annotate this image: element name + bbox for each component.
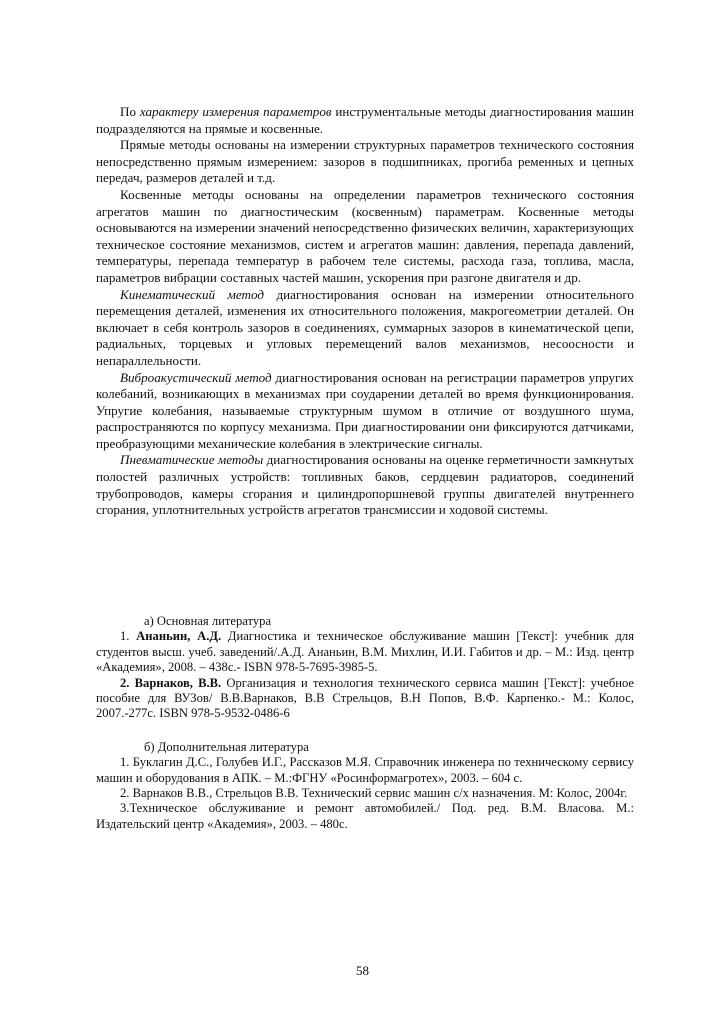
extra-literature-heading: б) Дополнительная литература (144, 739, 309, 754)
paragraph-4 (96, 287, 634, 370)
term-prefix: По (120, 104, 140, 119)
extra-ref-1: 1. Буклагин Д.С., Голубев И.Г., Рассказов М.Я. Справочник инженера по техническому сервису машин и оборудования в АПК. – М.:ФГНУ «Росинформагротех», 2003. – 604 с. (96, 755, 634, 785)
paragraph-5-text: диагностирования основан на регистрации параметров упругих колебаний, возникающих в механизмах при соударении деталей во время функционирования. Упругие колебания, называемые структурным шумом в отличие от воздушного шума, распространяются по корпусу механизма. При диагностировании они фиксируются датчиками, преобразующими механические колебания в электрические сигналы. (96, 369, 634, 451)
ref-number: 2. (120, 675, 135, 690)
main-ref-2 (96, 676, 634, 722)
extra-ref-3: 3.Техническое обслуживание и ремонт автомобилей./ Под. ред. В.М. Власова. М.: Издательский центр «Академия», 2003. – 480с. (96, 801, 634, 831)
paragraph-2: Прямые методы основаны на измерении структурных параметров технического состояния непосредственно прямым измерением: зазоров в подшипниках, прогиба ременных и цепных передач, размеров деталей и т.д. (96, 137, 634, 186)
ref-text: Диагностика и техническое обслуживание машин [Текст]: учебник для студентов высш. учеб. заведений/.А.Д. Ананьин, В.М. Михлин, И.И. Габитов и др. – М.: Изд. центр «Академия», 2008. – 438с.- ISBN 978-5-7695-3985-5. (96, 629, 634, 675)
term-measurement-character (120, 104, 332, 119)
ref-number: 1. (120, 629, 137, 644)
paragraph-1 (96, 104, 634, 137)
term-italic: характеру измерения параметров (139, 104, 332, 119)
extra-ref-2: 2. Варнаков В.В., Стрельцов В.В. Технический сервис машин с/х назначения. М: Колос, 2004г. (120, 786, 628, 801)
paragraph-6-text: диагностирования основаны на оценке герметичности замкнутых полостей различных устройств: топливных баков, сердцевин радиаторов, соединений трубопроводов, камеры сгорания и цилиндропоршневой группы двигателей внутреннего сгорания, уплотнительных устройств агрегатов трансмиссии и ходовой системы. (96, 452, 634, 518)
literature-section (96, 614, 634, 832)
paragraph-1-text: инструментальные методы диагностирования машин подразделяются на прямые и косвенные. (96, 104, 634, 136)
paragraph-3: Косвенные методы основаны на определении параметров технического состояния агрегатов машин по диагностическим (косвенным) параметрам. Косвенные методы основываются на измерении значений непосредственно физических величин, характеризующих техническое состояние механизмов, систем и агрегатов машин: давления, перепада давлений, температуры, перепада температур в рабочем теле системы, расхода газа, топлива, масла, параметров вибрации составных частей машин, ускорения при разгоне двигателя и др. (96, 186, 634, 285)
ref-text: Организация и технология технического сервиса машин [Текст]: учебное пособие для ВУЗов/ В.В.Варнаков, В.В Стрельцов, В.Н Попов, В.Ф. Карпенко.- М.: Колос, 2007.-277с. ISBN 978-5-9532-0486-6 (96, 675, 635, 721)
body-text (96, 104, 634, 519)
term-vibroacoustic-method: Виброакустический метод (120, 369, 272, 385)
term-pneumatic-methods: Пневматические методы (120, 452, 264, 468)
ref-author: Ананьин, А.Д. (136, 629, 222, 644)
main-ref-1 (96, 629, 634, 675)
page-number: 58 (356, 963, 369, 978)
paragraph-6 (96, 452, 634, 518)
term-kinematic-method: Кинематический метод (120, 286, 264, 302)
paragraph-5 (96, 370, 634, 453)
main-literature-heading: а) Основная литература (144, 614, 272, 628)
ref-author: Варнаков, В.В. (134, 675, 222, 690)
paragraph-4-text: диагностирования основан на измерении относительного перемещения деталей, изменения их относительного положения, макрогеометрии деталей. Он включает в себя контроль зазоров в соединениях, суммарных зазоров в кинематической цепи, радиальных, торцевых и угловых перемещений валов механизмов, несоосности и непараллельности. (96, 286, 634, 368)
